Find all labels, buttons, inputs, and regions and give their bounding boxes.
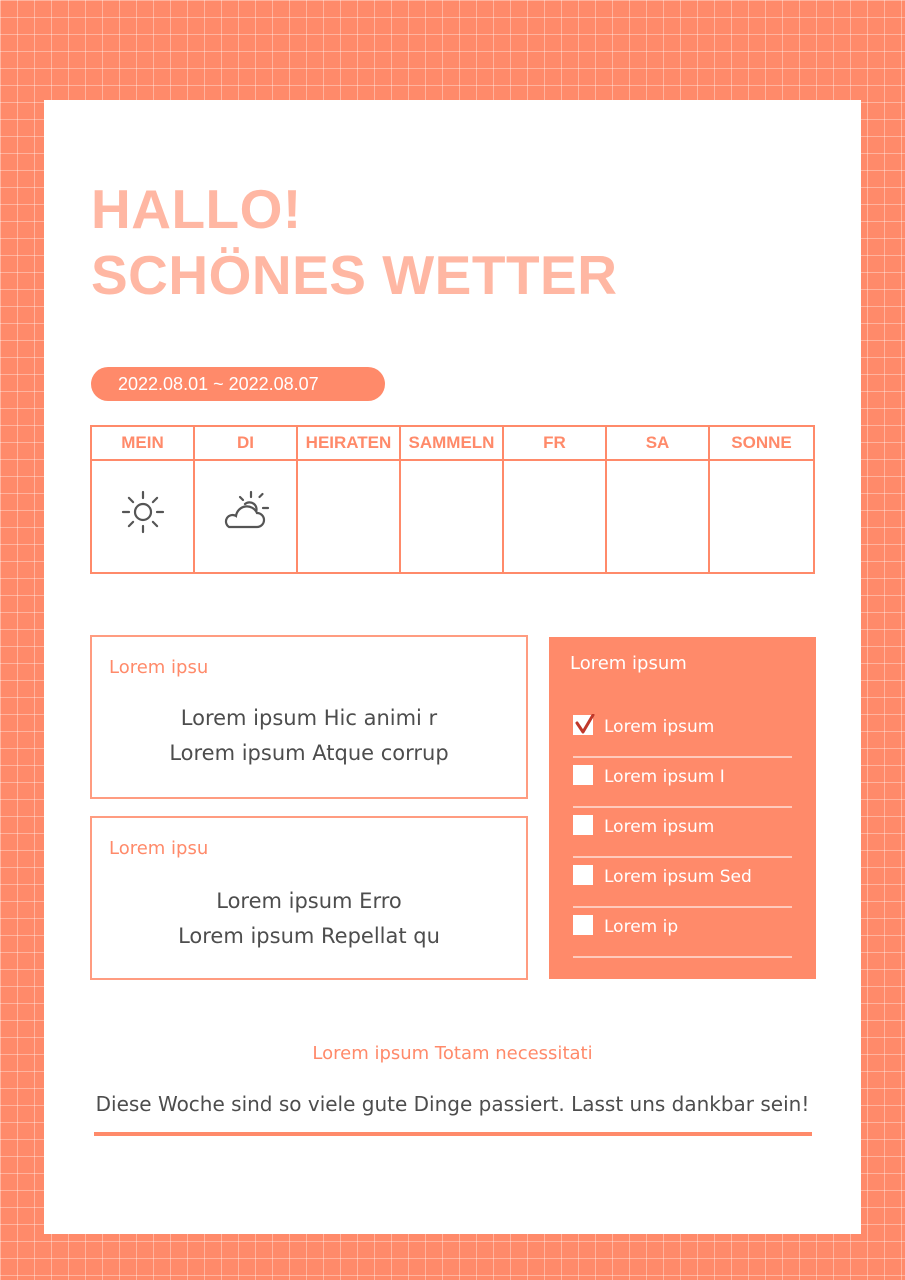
day-header-sun: SONNE (710, 427, 813, 461)
divider (573, 956, 792, 958)
cloud-sun-icon (219, 489, 273, 535)
note-title: Lorem ipsu (109, 657, 209, 678)
note-body (92, 884, 526, 954)
footer-divider (94, 1132, 812, 1136)
divider (573, 856, 792, 858)
divider (573, 906, 792, 908)
todo-label: Lorem ipsum (604, 717, 715, 737)
note-line: Lorem ipsum Atque corrup (169, 741, 449, 765)
divider (573, 806, 792, 808)
day-header-tue: DI (195, 427, 298, 461)
day-header-sat: SA (607, 427, 710, 461)
day-cell-thu[interactable] (401, 461, 504, 572)
day-header-mon: MEIN (92, 427, 195, 461)
day-header-thu: SAMMELN (401, 427, 504, 461)
todo-label: Lorem ip (604, 917, 679, 937)
note-body (92, 701, 526, 771)
footer-text: Diese Woche sind so viele gute Dinge passiert. Lasst uns dankbar sein! (95, 1092, 810, 1116)
todo-checkbox-checked[interactable] (573, 715, 593, 735)
todo-label: Lorem ipsum Sed (604, 867, 752, 887)
day-cell-sat[interactable] (607, 461, 710, 572)
title-line-2: SCHÖNES WETTER (91, 244, 618, 306)
todo-checkbox[interactable] (573, 915, 593, 935)
todo-checkbox[interactable] (573, 815, 593, 835)
todo-checkbox[interactable] (573, 865, 593, 885)
list-item (573, 809, 792, 858)
sun-icon (120, 489, 166, 535)
title-line-1: HALLO! (91, 178, 302, 240)
note-line: Lorem ipsum Erro (216, 889, 402, 913)
todo-checkbox[interactable] (573, 765, 593, 785)
day-cell-sun[interactable] (710, 461, 813, 572)
list-item (573, 709, 792, 758)
day-cell-tue[interactable] (195, 461, 298, 572)
page-title (91, 176, 617, 308)
todo-label: Lorem ipsum (604, 817, 715, 837)
todo-label: Lorem ipsum I (604, 767, 725, 787)
weekly-weather-table (90, 425, 815, 574)
note-title: Lorem ipsu (109, 838, 209, 859)
date-range-badge: 2022.08.01 ~ 2022.08.07 (91, 367, 385, 401)
todo-panel (549, 637, 816, 979)
note-card-2 (90, 816, 528, 980)
day-cell-fri[interactable] (504, 461, 607, 572)
list-item (573, 759, 792, 808)
list-item (573, 859, 792, 908)
day-cell-wed[interactable] (298, 461, 401, 572)
day-cell-mon[interactable] (92, 461, 195, 572)
planner-sheet (44, 100, 861, 1234)
divider (573, 756, 792, 758)
list-item (573, 909, 792, 958)
todo-title: Lorem ipsum (570, 653, 687, 674)
note-line: Lorem ipsum Hic animi r (180, 706, 438, 730)
day-header-fri: FR (504, 427, 607, 461)
note-card-1 (90, 635, 528, 799)
day-header-wed: HEIRATEN (298, 427, 401, 461)
todo-list (573, 709, 792, 959)
note-line: Lorem ipsum Repellat qu (178, 924, 440, 948)
footer-heading: Lorem ipsum Totam necessitati (312, 1043, 593, 1064)
checkmark-icon (574, 714, 596, 736)
